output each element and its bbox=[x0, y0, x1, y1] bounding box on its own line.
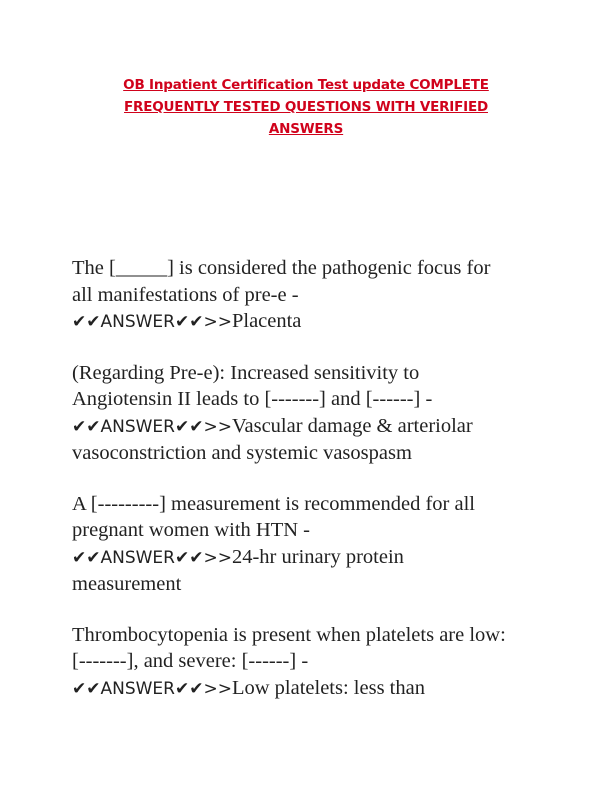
title-line-1: OB Inpatient Certification Test update COMPLETE bbox=[123, 77, 489, 93]
answer-text: 24-hr urinary protein bbox=[231, 545, 404, 568]
answer-text: Placenta bbox=[231, 310, 302, 332]
answer-line bbox=[72, 544, 552, 572]
title-line-3: ANSWERS bbox=[268, 121, 344, 137]
question-line: [-------], and severe: [------] - bbox=[72, 650, 309, 672]
answer-line: vasoconstriction and systemic vasospasm bbox=[72, 442, 412, 464]
answer-line bbox=[72, 308, 552, 336]
answer-line bbox=[72, 675, 552, 703]
qa-list bbox=[72, 255, 552, 726]
question-line: A [---------] measurement is recommended for all bbox=[72, 492, 475, 515]
answer-line bbox=[72, 413, 552, 441]
question-line: The [_____] is considered the pathogenic focus for bbox=[72, 257, 491, 279]
answer-text: Vascular damage & arteriolar bbox=[231, 414, 473, 437]
answer-line: measurement bbox=[72, 573, 182, 595]
qa-item bbox=[72, 255, 552, 336]
question-line: Angiotensin II leads to [-------] and [------] - bbox=[72, 388, 433, 410]
question-line: Thrombocytopenia is present when platelets are low: bbox=[72, 623, 506, 646]
qa-item bbox=[72, 491, 552, 598]
qa-item bbox=[72, 360, 552, 467]
answer-marker: ✔✔ANSWER✔✔>> bbox=[72, 678, 232, 699]
answer-marker: ✔✔ANSWER✔✔>> bbox=[72, 312, 232, 332]
answer-marker: ✔✔ANSWER✔✔>> bbox=[72, 547, 232, 568]
question-line: pregnant women with HTN - bbox=[72, 519, 310, 541]
document-title bbox=[90, 74, 522, 140]
question-line: all manifestations of pre-e - bbox=[72, 283, 299, 306]
qa-item bbox=[72, 622, 552, 703]
answer-marker: ✔✔ANSWER✔✔>> bbox=[72, 416, 232, 437]
answer-text: Low platelets: less than bbox=[231, 676, 425, 699]
question-line: (Regarding Pre-e): Increased sensitivity to bbox=[72, 361, 420, 384]
title-line-2: FREQUENTLY TESTED QUESTIONS WITH VERIFIED bbox=[124, 99, 488, 115]
